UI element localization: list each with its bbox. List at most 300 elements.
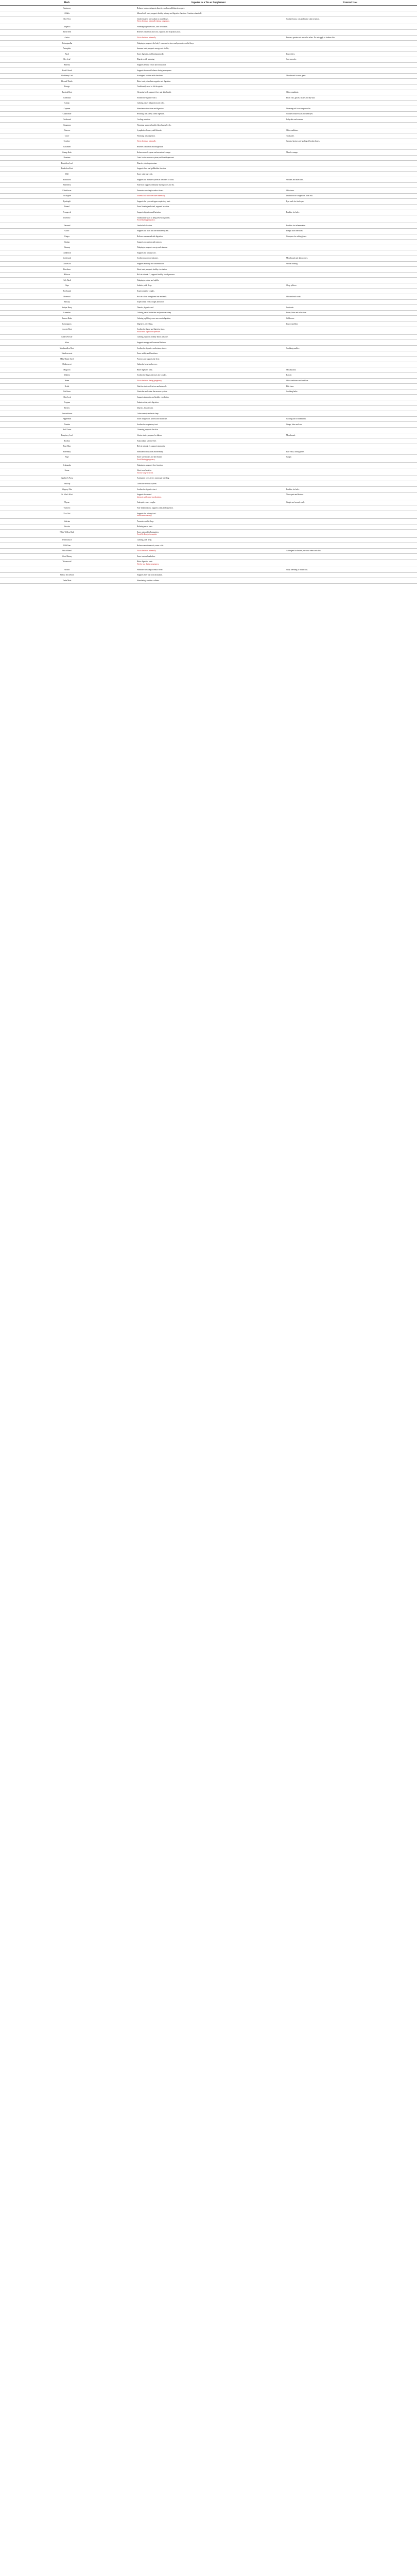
herb-name: Juniper Berry	[0, 305, 134, 311]
ingested-text: Adaptogen, supports energy and stamina.	[137, 246, 168, 249]
herb-name: Sage	[0, 454, 134, 462]
table-row	[0, 427, 417, 433]
table-row	[0, 199, 417, 205]
ingested-text: Stimulates circulation and digestion.	[137, 107, 164, 110]
ingested-use	[134, 572, 283, 578]
ingested-text: Soothes the digestive and urinary tracts.	[137, 347, 167, 349]
herb-name: Motherwort	[0, 362, 134, 367]
herb-name: Lavender	[0, 310, 134, 316]
ingested-text: Eases acidity and heartburn.	[137, 352, 158, 355]
table-row	[0, 68, 417, 74]
ingested-use	[134, 340, 283, 346]
warning-note: Avoid during pregnancy.	[137, 458, 155, 461]
external-use: Warming rub for aching muscles.	[283, 106, 417, 112]
external-use: Gargle.	[283, 454, 417, 462]
external-use	[283, 267, 417, 273]
warning-note: Not to be taken internally.	[137, 550, 157, 552]
warning-note: Interacts with many medications.	[137, 496, 162, 498]
herb-name: Yellow Dock Root	[0, 572, 134, 578]
table-row	[0, 351, 417, 357]
external-use	[283, 444, 417, 449]
warning-note: Essential oil not to be taken internally.	[137, 195, 166, 197]
herb-name: Cayenne	[0, 106, 134, 112]
table-row	[0, 294, 417, 300]
ingested-use	[134, 240, 283, 245]
table-row	[0, 572, 417, 578]
ingested-use	[134, 578, 283, 584]
ingested-use	[134, 372, 283, 378]
ingested-text: Supports the eyes and upper respiratory tract.	[137, 200, 171, 202]
herb-name: Thyme	[0, 500, 134, 505]
table-row	[0, 530, 417, 537]
external-use: Soothing poultice.	[283, 346, 417, 351]
table-row	[0, 188, 417, 194]
table-row	[0, 433, 417, 438]
external-use: Skin and nail soaks.	[283, 294, 417, 300]
herb-name: Rose Hips	[0, 444, 134, 449]
ingested-use	[134, 468, 283, 476]
external-use: Hair rinse, aching joints.	[283, 449, 417, 455]
herb-name: Feverfew	[0, 215, 134, 223]
external-use	[283, 519, 417, 524]
ingested-text: Immune tonic, supports energy and vitality.	[137, 47, 169, 50]
external-use	[283, 24, 417, 30]
ingested-use	[134, 245, 283, 250]
herb-name: Oat Straw	[0, 389, 134, 395]
table-row	[0, 310, 417, 316]
external-use: Skin conditions and head lice.	[283, 378, 417, 384]
herb-name: Cinnamon	[0, 123, 134, 128]
herb-name: Oregano	[0, 400, 134, 405]
external-use: Wound healing.	[283, 261, 417, 267]
herb-name: Fennel	[0, 204, 134, 210]
external-use	[283, 62, 417, 68]
external-use	[283, 537, 417, 543]
external-use: Skin toner.	[283, 188, 417, 194]
ingested-text: Rich in silica, strengthens hair and nails.	[137, 295, 167, 298]
ingested-use	[134, 188, 283, 194]
external-use: Mouthwash and skin washes.	[283, 256, 417, 261]
ingested-use	[134, 172, 283, 177]
external-use	[283, 11, 417, 16]
ingested-text: Anti-inflammatory, supports joints and digestion.	[137, 506, 173, 509]
external-use	[283, 357, 417, 362]
ingested-text: Soothes mucous membranes.	[137, 257, 159, 260]
ingested-text: Supports hormonal balance during menopause.	[137, 69, 172, 72]
table-row	[0, 578, 417, 584]
external-use	[283, 362, 417, 367]
table-row	[0, 567, 417, 573]
table-row	[0, 35, 417, 41]
herb-name: Hawthorn	[0, 267, 134, 273]
ingested-use	[134, 427, 283, 433]
ingested-text: Eases indigestion, nausea and headaches.	[137, 418, 168, 420]
herb-name: Witch Hazel	[0, 548, 134, 554]
table-row	[0, 100, 417, 106]
herb-name: Chamomile	[0, 111, 134, 117]
herb-name: Basil	[0, 52, 134, 57]
ingested-use	[134, 294, 283, 300]
ingested-text: Adaptogen, supports liver function.	[137, 464, 164, 466]
ingested-text: Supports the heart and the immune system.	[137, 230, 169, 232]
ingested-text: Supports digestion and lactation.	[137, 211, 162, 214]
table-row	[0, 144, 417, 150]
external-use	[283, 250, 417, 256]
herb-name: Maca	[0, 340, 134, 346]
warning-note: Not to be taken during pregnancy.	[137, 380, 162, 382]
ingested-use	[134, 543, 283, 549]
warning-note: Avoid with high blood pressure.	[137, 330, 161, 333]
ingested-text: Antioxidant, caffeine-free.	[137, 439, 157, 442]
external-use	[283, 155, 417, 161]
herb-name: Marshmallow Root	[0, 346, 134, 351]
ingested-use	[134, 463, 283, 468]
table-row	[0, 29, 417, 35]
warning-note: Not to be taken internally.	[137, 140, 157, 143]
ingested-text: Promotes restful sleep.	[137, 520, 154, 522]
ingested-use	[134, 35, 283, 41]
ingested-use	[134, 444, 283, 449]
ingested-use	[134, 537, 283, 543]
external-use	[283, 41, 417, 46]
ingested-text: Relaxes, tones, astringent, diuretic, soothes mild digestive upset.	[137, 7, 185, 9]
herb-name: Dandelion Root	[0, 166, 134, 172]
ingested-use	[134, 362, 283, 367]
ingested-text: Astringent, soothes mild diarrhoea.	[137, 75, 163, 77]
ingested-use	[134, 411, 283, 417]
herb-name: Eucalyptus	[0, 193, 134, 199]
herb-name: Arnica	[0, 35, 134, 41]
ingested-use	[134, 68, 283, 74]
ingested-use	[134, 52, 283, 57]
table-row	[0, 357, 417, 362]
ingested-use	[134, 524, 283, 530]
herb-name: Ginger	[0, 234, 134, 240]
ingested-text: Diuretic, fresh breath.	[137, 407, 153, 410]
table-row	[0, 340, 417, 346]
ingested-use	[134, 389, 283, 395]
ingested-use	[134, 433, 283, 438]
herb-name: Aloe Vera	[0, 16, 134, 24]
external-use	[283, 289, 417, 294]
external-use: Mouthwash.	[283, 433, 417, 438]
herb-name: Clove	[0, 133, 134, 139]
ingested-use	[134, 182, 283, 188]
table-row	[0, 505, 417, 511]
table-row	[0, 548, 417, 554]
external-use	[283, 543, 417, 549]
ingested-use	[134, 487, 283, 493]
herb-name: Mullein	[0, 372, 134, 378]
herb-name: Black Cohosh	[0, 68, 134, 74]
ingested-use	[134, 193, 283, 199]
ingested-text: Supports the urinary tract.	[137, 251, 157, 254]
table-row	[0, 62, 417, 68]
warning-note: Not to be taken internally during pregnancy.	[137, 20, 170, 23]
herb-name: Damiana	[0, 155, 134, 161]
ingested-text: Nourishes and calms the nervous system.	[137, 391, 168, 393]
external-use	[283, 476, 417, 481]
table-row	[0, 537, 417, 543]
ingested-text: Expectorant, eases coughs and colds.	[137, 301, 165, 303]
external-use	[283, 272, 417, 278]
herb-name: Hyssop	[0, 299, 134, 305]
external-use	[283, 299, 417, 305]
ingested-text: Supports circulation and memory.	[137, 241, 162, 243]
table-row	[0, 449, 417, 455]
ingested-use	[134, 438, 283, 444]
table-row	[0, 123, 417, 128]
herb-name: Parsley	[0, 405, 134, 411]
ingested-text: Diuretic, rich in potassium.	[137, 162, 158, 164]
external-use: Soothing baths.	[283, 389, 417, 395]
ingested-use	[134, 261, 283, 267]
table-row	[0, 395, 417, 400]
herb-name: Passionflower	[0, 411, 134, 417]
external-use: Fungal skin infections.	[283, 228, 417, 234]
external-use: Inhalation for congestion, chest rub.	[283, 193, 417, 199]
herb-name: Nettle	[0, 384, 134, 389]
ingested-text: Calming, aids sleep.	[137, 539, 152, 541]
table-row	[0, 422, 417, 428]
external-use	[283, 554, 417, 560]
herb-table	[0, 0, 417, 584]
table-row	[0, 215, 417, 223]
herb-name: White Willow Bark	[0, 530, 134, 537]
warning-note: Not for use during pregnancy.	[137, 563, 159, 566]
herb-name: Gotu Kola	[0, 261, 134, 267]
ingested-text: Soothes the respiratory tract.	[137, 423, 159, 426]
ingested-use	[134, 62, 283, 68]
external-use	[283, 245, 417, 250]
table-row	[0, 228, 417, 234]
ingested-text: Eases wind and colic.	[137, 173, 153, 175]
ingested-text: Stimulating, contains caffeine.	[137, 579, 160, 582]
ingested-use	[134, 123, 283, 128]
ingested-use	[134, 289, 283, 294]
ingested-text: Relaxes smooth muscle, eases colic.	[137, 544, 164, 547]
ingested-use	[134, 210, 283, 215]
herb-name: Cramp Bark	[0, 150, 134, 156]
ingested-text: Tonic for the nervous system, mild antidepressant.	[137, 157, 175, 159]
herb-name: Blessed Thistle	[0, 79, 134, 84]
ingested-use	[134, 400, 283, 405]
ingested-use	[134, 166, 283, 172]
external-use	[283, 161, 417, 166]
ingested-text: Astringent, eases heavy menstrual bleeding.	[137, 477, 170, 480]
external-use: Bruises, sprains and muscular aches. Do not apply to broken skin.	[283, 35, 417, 41]
table-row	[0, 487, 417, 493]
ingested-text: Rich in vitamin C, supports immunity.	[137, 445, 166, 448]
table-row	[0, 172, 417, 177]
ingested-text: Antiviral, supports immunity during colds and flu.	[137, 184, 175, 187]
ingested-use	[134, 6, 283, 11]
external-use	[283, 400, 417, 405]
external-use	[283, 215, 417, 223]
table-row	[0, 519, 417, 524]
external-use: Burns, bites and relaxation.	[283, 310, 417, 316]
external-use	[283, 182, 417, 188]
table-row	[0, 299, 417, 305]
table-row	[0, 106, 417, 112]
external-use	[283, 29, 417, 35]
ingested-use	[134, 234, 283, 240]
external-use: Gargle and wound wash.	[283, 500, 417, 505]
external-use	[283, 559, 417, 567]
ingested-use	[134, 223, 283, 229]
column-header-herb: Herb	[0, 0, 134, 6]
table-row	[0, 240, 417, 245]
herb-name: Licorice Root	[0, 327, 134, 334]
ingested-use	[134, 548, 283, 554]
table-row	[0, 155, 417, 161]
herb-name: Yerba Mate	[0, 578, 134, 584]
ingested-text: Eases bloating and wind, supports lactation.	[137, 206, 170, 208]
herb-name: Wood Betony	[0, 554, 134, 560]
ingested-use	[134, 530, 283, 537]
herb-name: Coriander	[0, 144, 134, 150]
table-row	[0, 543, 417, 549]
herb-name: Yarrow	[0, 567, 134, 573]
external-use: Poultice for boils.	[283, 487, 417, 493]
ingested-text: Short-term laxative.	[137, 469, 152, 472]
warning-note: Not for long-term use.	[137, 471, 154, 474]
ingested-use	[134, 79, 283, 84]
ingested-use	[134, 150, 283, 156]
external-use	[283, 524, 417, 530]
column-header-external: External Uses	[283, 0, 417, 6]
warning-note: Short-term use only.	[137, 515, 152, 517]
table-row	[0, 95, 417, 101]
ingested-text: Adaptogen, calms and uplifts.	[137, 279, 160, 281]
ingested-text: Soothes the lungs and eases dry coughs.	[137, 374, 167, 377]
herb-name: Schisandra	[0, 463, 134, 468]
table-row	[0, 492, 417, 500]
table-row	[0, 133, 417, 139]
external-use: Poultice for boils.	[283, 210, 417, 215]
herb-name: Astragalus	[0, 46, 134, 52]
ingested-text: Adaptogen, supports the body's response to stress and promotes restful sleep.	[137, 42, 194, 44]
table-row	[0, 378, 417, 384]
table-row	[0, 389, 417, 395]
table-row	[0, 367, 417, 373]
external-use	[283, 427, 417, 433]
ingested-use	[134, 519, 283, 524]
table-row	[0, 57, 417, 62]
external-use: Toothache.	[283, 133, 417, 139]
external-use: Skin complaints.	[283, 90, 417, 95]
external-use	[283, 530, 417, 537]
table-row	[0, 250, 417, 256]
ingested-use	[134, 346, 283, 351]
ingested-text: Nutritive tonic rich in iron and minerals.	[137, 385, 167, 387]
herb-name: Agrimony	[0, 6, 134, 11]
ingested-use	[134, 334, 283, 340]
table-row	[0, 334, 417, 340]
herb-name: Eyebright	[0, 199, 134, 205]
ingested-text: Promotes sweating to reduce fever.	[137, 568, 163, 571]
ingested-use	[134, 567, 283, 573]
external-use: Poultice for inflammation.	[283, 223, 417, 229]
table-row	[0, 500, 417, 505]
herb-name: Ashwagandha	[0, 41, 134, 46]
herb-name: Alfalfa	[0, 11, 134, 16]
ingested-text: Cleansing herb, supports liver and skin health.	[137, 91, 171, 93]
ingested-text: Calms the nervous system.	[137, 482, 157, 485]
herb-name: Plantain	[0, 422, 134, 428]
ingested-use	[134, 177, 283, 183]
table-row	[0, 463, 417, 468]
herb-name: Elderberry	[0, 182, 134, 188]
ingested-text: Bitter digestive tonic.	[137, 561, 153, 563]
ingested-text: Eases tension headaches.	[137, 555, 156, 557]
external-use	[283, 395, 417, 400]
table-body	[0, 6, 417, 584]
external-use	[283, 463, 417, 468]
ingested-text: Bitter digestive tonic.	[137, 368, 153, 371]
ingested-use	[134, 11, 283, 16]
table-row	[0, 511, 417, 519]
table-row	[0, 524, 417, 530]
table-row	[0, 177, 417, 183]
ingested-use	[134, 505, 283, 511]
ingested-use	[134, 144, 283, 150]
ingested-use	[134, 454, 283, 462]
ingested-use	[134, 449, 283, 455]
ingested-text: Warming digestive tonic, aids circulation.	[137, 25, 168, 28]
ingested-use	[134, 117, 283, 123]
herb-name: Meadowsweet	[0, 351, 134, 357]
table-row	[0, 372, 417, 378]
ingested-use	[134, 139, 283, 144]
ingested-text: Rich in vitamin C, supports healthy blood pressure.	[137, 274, 175, 276]
ingested-use	[134, 267, 283, 273]
column-header-ingested: Ingested as a Tea or Supplement	[134, 0, 283, 6]
table-row	[0, 245, 417, 250]
external-use: Compress for aching joints.	[283, 234, 417, 240]
ingested-text: Calming, supports healthy blood pressure.	[137, 336, 168, 338]
herb-name: Ginkgo	[0, 240, 134, 245]
ingested-use	[134, 133, 283, 139]
ingested-use	[134, 554, 283, 560]
herb-name: Hops	[0, 283, 134, 289]
ingested-text: Sedative, aids sleep.	[137, 284, 152, 287]
table-row	[0, 182, 417, 188]
external-use	[283, 340, 417, 346]
ingested-text: Calming, uplifting, eases nervous indigestion.	[137, 317, 171, 319]
table-row	[0, 84, 417, 90]
ingested-use	[134, 384, 283, 389]
herb-name: Horsetail	[0, 294, 134, 300]
ingested-text: Expectorant for coughs.	[137, 290, 155, 292]
table-row	[0, 234, 417, 240]
ingested-use	[134, 283, 283, 289]
ingested-use	[134, 278, 283, 283]
table-row	[0, 400, 417, 405]
external-use	[283, 46, 417, 52]
ingested-text: Stimulates circulation and memory.	[137, 450, 164, 453]
ingested-text: Supports energy and hormonal balance.	[137, 341, 166, 344]
external-use: Sleep pillows.	[283, 283, 417, 289]
external-use	[283, 511, 417, 519]
warning-note: Not to be taken internally.	[137, 37, 157, 39]
external-use	[283, 438, 417, 444]
herb-name: Mugwort	[0, 367, 134, 373]
external-use: Insect bites.	[283, 52, 417, 57]
ingested-use	[134, 378, 283, 384]
table-row	[0, 79, 417, 84]
herb-name: Anise Seed	[0, 29, 134, 35]
